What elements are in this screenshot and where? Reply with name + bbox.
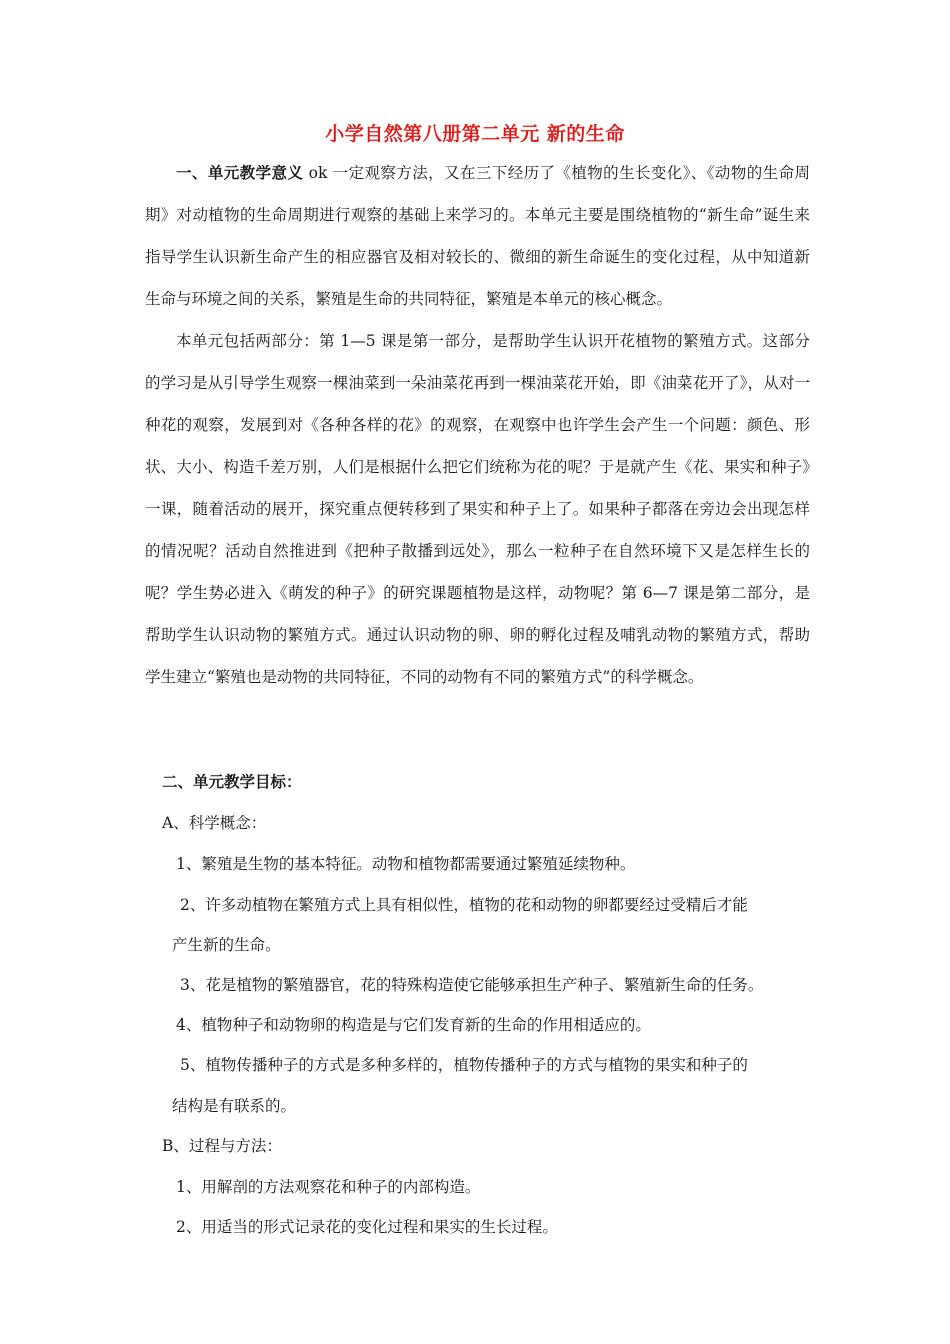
list-item: 5、植物传播种子的方式是多种多样的，植物传播种子的方式与植物的果实和种子的 xyxy=(180,1056,748,1074)
document-title: 小学自然第八册第二单元 新的生命 xyxy=(325,123,625,145)
section-1-text: ok 一定观察方法，又在三下经历了《植物的生长变化》、《动物的生命周期》对动植物的生命周期进行观察的基础上来学习的。本单元主要是围绕植物的“新生命”诞生来指导学生认识新生命产生的相应器官及相对较长的、微细的新生命诞生的变化过程，从中知道新生命与环境之间的关系，繁殖是生命的共同特征，繁殖是本单元的核心概念。 xyxy=(145,164,810,308)
list-item-continuation: 结构是有联系的。 xyxy=(172,1097,297,1115)
list-item: 1、繁殖是生物的基本特征。动物和植物都需要通过繁殖延续物种。 xyxy=(176,855,636,873)
section-1-paragraph-1 xyxy=(145,152,810,320)
list-item: 1、用解剖的方法观察花和种子的内部构造。 xyxy=(176,1178,481,1196)
list-item: 2、用适当的形式记录花的变化过程和果实的生长过程。 xyxy=(176,1218,558,1236)
section-2-heading: 二、单元教学目标： xyxy=(162,772,302,791)
list-item: 3、花是植物的繁殖器官，花的特殊构造使它能够承担生产种子、繁殖新生命的任务。 xyxy=(180,976,764,994)
subsection-a-heading: A、科学概念： xyxy=(162,814,267,832)
subsection-b-heading: B、过程与方法： xyxy=(162,1137,282,1155)
section-1-heading: 一、单元教学意义 xyxy=(176,163,304,182)
section-1 xyxy=(145,152,810,698)
list-item: 2、许多动植物在繁殖方式上具有相似性，植物的花和动物的卵都要经过受精后才能 xyxy=(180,896,748,914)
list-item: 4、植物种子和动物卵的构造是与它们发育新的生命的作用相适应的。 xyxy=(176,1016,651,1034)
section-1-paragraph-2: 本单元包括两部分：第 1—5 课是第一部分，是帮助学生认识开花植物的繁殖方式。这部分的学习是从引导学生观察一棵油菜到一朵油菜花再到一棵油菜花开始，即《油菜花开了》，从对一种花的观察，发展到对《各种各样的花》的观察，在观察中也许学生会产生一个问题：颜色、形状、大小、构造千差万别，人们是根据什么把它们统称为花的呢？于是就产生《花、果实和种子》一课，随着活动的展开，探究重点便转移到了果实和种子上了。如果种子都落在旁边会出现怎样的情况呢？活动自然推进到《把种子散播到远处》，那么一粒种子在自然环境下又是怎样生长的呢？学生势必进入《萌发的种子》的研究课题植物是这样，动物呢？第 6—7 课是第二部分，是帮助学生认识动物的繁殖方式。通过认识动物的卵、卵的孵化过程及哺乳动物的繁殖方式，帮助学生建立“繁殖也是动物的共同特征，不同的动物有不同的繁殖方式”的科学概念。 xyxy=(145,332,810,686)
list-item-continuation: 产生新的生命。 xyxy=(172,936,281,954)
